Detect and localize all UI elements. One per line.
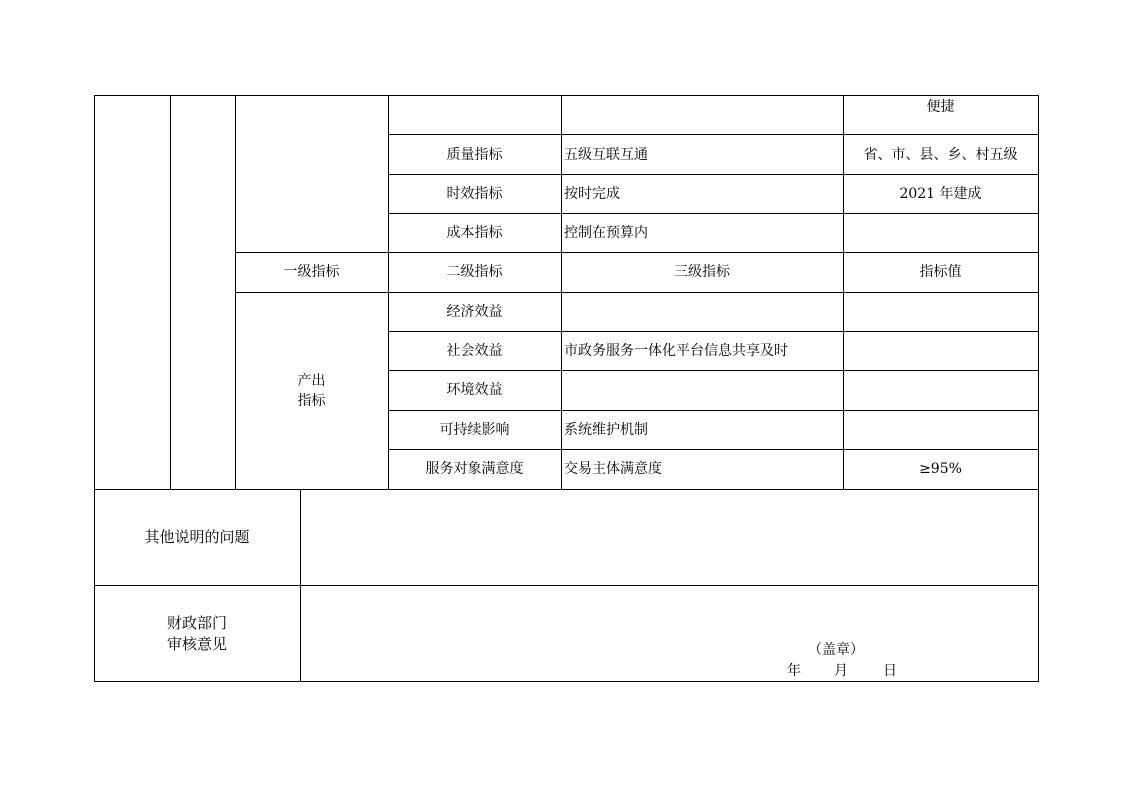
output-row-1-level2: 经济效益 — [446, 304, 503, 320]
output-indicator-label-line1: 产出 — [297, 373, 326, 389]
output-row-4-level3: 系统维护机制 — [564, 422, 648, 438]
top-row-3-level2: 时效指标 — [446, 186, 503, 202]
other-issues-label: 其他说明的问题 — [144, 528, 250, 546]
output-row-5-value: ≥95% — [919, 461, 962, 477]
finance-review-label-line1: 财政部门 — [166, 614, 227, 632]
table-bottom-border — [94, 681, 1039, 682]
header-value: 指标值 — [919, 264, 962, 280]
stamp-text: （盖章） — [808, 642, 864, 658]
finance-review-label-line2: 审核意见 — [166, 635, 227, 653]
output-row-2-level3: 市政务服务一体化平台信息共享及时 — [564, 343, 788, 359]
table-right-border — [1038, 95, 1039, 682]
output-indicator-label-line2: 指标 — [297, 393, 326, 409]
top-row-4-level2: 成本指标 — [446, 225, 503, 241]
output-row-3-level2: 环境效益 — [446, 382, 503, 398]
row-line-9 — [388, 449, 1039, 450]
top-row-1-value: 便捷 — [926, 99, 955, 115]
row-line-5 — [235, 292, 1039, 293]
row-line-3 — [388, 213, 1039, 214]
top-row-2-level3: 五级互联互通 — [564, 147, 648, 163]
header-level3: 三级指标 — [674, 264, 730, 280]
row-line-11 — [94, 585, 1039, 586]
top-row-2-level2: 质量指标 — [446, 147, 503, 163]
top-row-2-value: 省、市、县、乡、村五级 — [863, 147, 1018, 163]
table-left-border — [94, 95, 95, 682]
row-line-10 — [94, 489, 1039, 490]
date-day: 日 — [883, 663, 897, 679]
header-level1: 一级指标 — [283, 264, 340, 280]
date-month: 月 — [834, 663, 848, 679]
date-year: 年 — [787, 663, 801, 679]
top-row-3-value: 2021 年建成 — [899, 186, 982, 202]
top-row-3-level3: 按时完成 — [564, 186, 620, 202]
row-line-7 — [388, 370, 1039, 371]
col-line-4 — [561, 95, 562, 489]
header-level2: 二级指标 — [446, 264, 503, 280]
row-line-2 — [388, 174, 1039, 175]
top-row-4-level3: 控制在预算内 — [564, 225, 648, 241]
row-line-6 — [388, 331, 1039, 332]
col-line-2 — [235, 95, 236, 489]
row-line-8 — [388, 410, 1039, 411]
output-row-4-level2: 可持续影响 — [439, 422, 510, 438]
row-line-4 — [235, 252, 1039, 253]
col-line-1 — [170, 95, 171, 489]
output-row-2-level2: 社会效益 — [446, 343, 503, 359]
output-row-5-level3: 交易主体满意度 — [564, 461, 662, 477]
row-line-1 — [388, 134, 1039, 135]
label-col-line — [300, 489, 301, 682]
output-row-5-level2: 服务对象满意度 — [425, 461, 524, 477]
